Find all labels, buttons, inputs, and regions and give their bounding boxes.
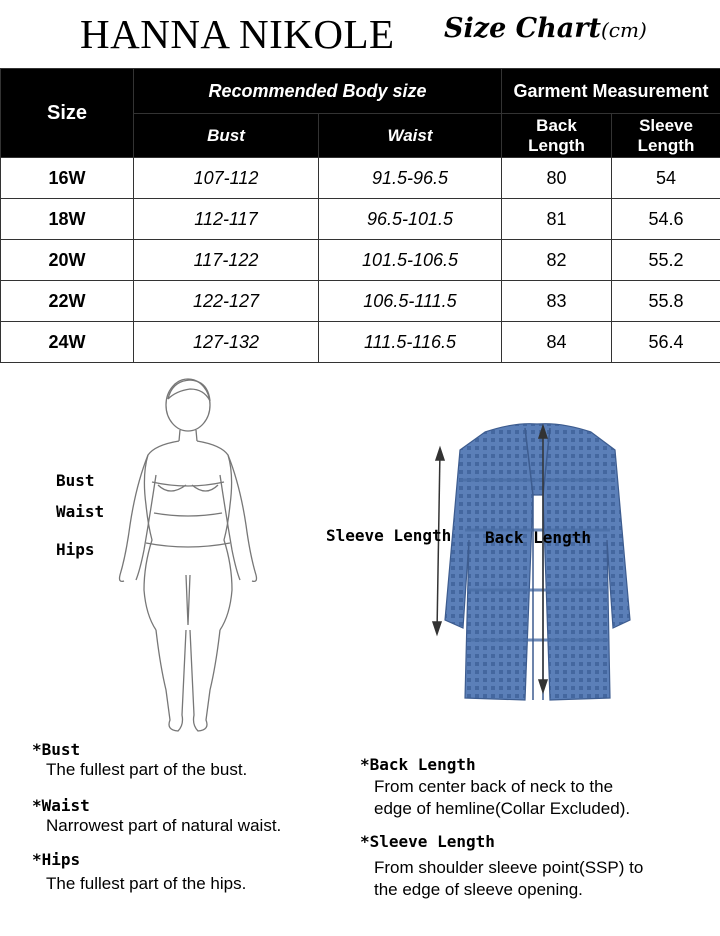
back-length-note [360, 755, 630, 820]
table-row [1, 240, 720, 281]
sleeve-length-note [360, 832, 643, 901]
back-header-line1: Back [536, 115, 577, 135]
sleeve-length-figure-label: Sleeve Length [326, 526, 452, 545]
brand-name: HANNA NIKOLE [80, 11, 395, 57]
bust-cell: 107-112 [134, 158, 319, 199]
size-cell: 16W [1, 158, 134, 199]
back-length-note-text-1: From center back of neck to the [374, 777, 614, 796]
chart-title-text: Size Chart [444, 13, 601, 44]
hips-note [32, 850, 246, 895]
back-length-cell: 83 [502, 281, 612, 322]
bust-column-header: Bust [134, 114, 319, 158]
size-table [0, 68, 720, 363]
cardigan-illustration [425, 420, 650, 705]
sleeve-header-line2: Length [637, 135, 695, 155]
table-row [1, 322, 720, 363]
waist-cell: 111.5-116.5 [319, 322, 502, 363]
back-length-note-title: *Back Length [360, 755, 476, 774]
back-length-cell: 81 [502, 199, 612, 240]
sleeve-length-cell: 56.4 [612, 322, 720, 363]
size-header: Size [1, 69, 134, 158]
table-row [1, 199, 720, 240]
back-length-figure-label: Back Length [485, 528, 591, 547]
chart-title-unit: (cm) [600, 18, 647, 42]
header [0, 0, 720, 68]
hips-note-text: The fullest part of the hips. [46, 874, 247, 893]
back-length-cell: 80 [502, 158, 612, 199]
back-header-line2: Length [528, 135, 585, 155]
body-size-group-header: Recommended Body size [134, 69, 502, 114]
sleeve-length-cell: 54.6 [612, 199, 720, 240]
bust-note [32, 740, 247, 781]
table-row [1, 158, 720, 199]
waist-cell: 106.5-111.5 [319, 281, 502, 322]
waist-column-header: Waist [319, 114, 502, 158]
waist-note-title: *Waist [32, 796, 90, 815]
garment-group-header: Garment Measurement [502, 69, 720, 114]
waist-cell: 101.5-106.5 [319, 240, 502, 281]
waist-note [32, 796, 281, 837]
size-cell: 20W [1, 240, 134, 281]
sleeve-length-cell: 55.2 [612, 240, 720, 281]
sleeve-length-column-header [612, 114, 720, 158]
waist-figure-label: Waist [56, 502, 105, 521]
chart-title [444, 13, 647, 44]
back-length-cell: 82 [502, 240, 612, 281]
sleeve-length-note-text-2: the edge of sleeve opening. [374, 880, 583, 899]
sleeve-header-line1: Sleeve [639, 115, 693, 135]
sleeve-length-note-text-1: From shoulder sleeve point(SSP) to [374, 858, 644, 877]
bust-cell: 127-132 [134, 322, 319, 363]
waist-note-text: Narrowest part of natural waist. [46, 816, 282, 835]
table-row [1, 281, 720, 322]
bust-cell: 112-117 [134, 199, 319, 240]
size-cell: 22W [1, 281, 134, 322]
back-length-note-text-2: edge of hemline(Collar Excluded). [374, 799, 631, 818]
bust-figure-label: Bust [56, 471, 95, 490]
waist-cell: 91.5-96.5 [319, 158, 502, 199]
size-cell: 18W [1, 199, 134, 240]
size-cell: 24W [1, 322, 134, 363]
bust-cell: 117-122 [134, 240, 319, 281]
bust-cell: 122-127 [134, 281, 319, 322]
sleeve-length-cell: 55.8 [612, 281, 720, 322]
sleeve-length-cell: 54 [612, 158, 720, 199]
waist-cell: 96.5-101.5 [319, 199, 502, 240]
back-length-column-header [502, 114, 612, 158]
sleeve-length-note-title: *Sleeve Length [360, 832, 495, 851]
body-figure-illustration [100, 375, 275, 740]
hips-figure-label: Hips [56, 540, 95, 559]
bust-note-title: *Bust [32, 740, 81, 759]
hips-note-title: *Hips [32, 850, 81, 869]
back-length-cell: 84 [502, 322, 612, 363]
bust-note-text: The fullest part of the bust. [46, 760, 248, 779]
